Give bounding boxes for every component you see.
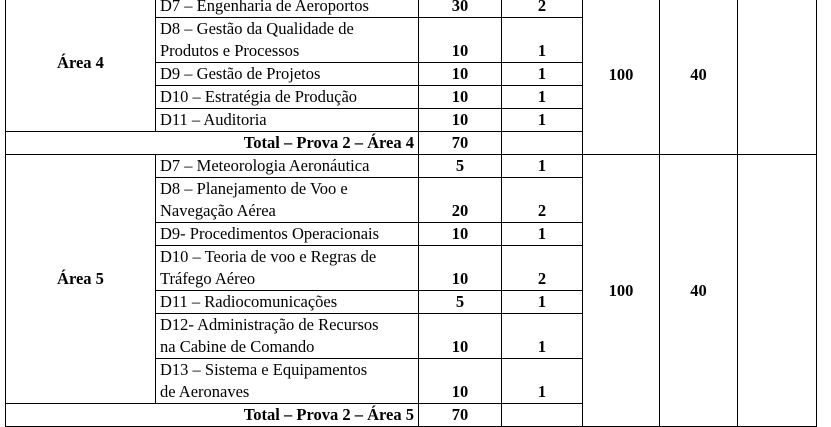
discipline-text: D9- Procedimentos Operacionais — [160, 224, 380, 243]
questions-cell: 1 — [502, 18, 583, 63]
weight-cell: 10 — [419, 246, 502, 291]
questions-cell: 1 — [502, 223, 583, 246]
questions-cell: 1 — [502, 155, 583, 178]
discipline-text: D8 – Gestão da Qualidade de — [160, 19, 354, 38]
discipline-text: D10 – Teoria de voo e Regras de — [160, 247, 377, 266]
weight-cell: 10 — [419, 109, 502, 132]
discipline-text: Tráfego Aéreo — [160, 269, 256, 288]
total-label: Total – Prova 2 – Área 4 — [6, 132, 419, 155]
discipline-text: D9 – Gestão de Projetos — [160, 64, 321, 83]
discipline-text: D13 – Sistema e Equipamentos — [160, 360, 368, 379]
area-score-cell: 100 — [583, 155, 660, 427]
empty-cell — [738, 155, 817, 427]
weight-cell: 5 — [419, 291, 502, 314]
discipline-cell — [156, 314, 419, 359]
discipline-text: D8 – Planejamento de Voo e — [160, 179, 348, 198]
total-empty-cell — [502, 132, 583, 155]
discipline-text: de Aeronaves — [160, 382, 250, 401]
discipline-text: D12- Administração de Recursos — [160, 315, 379, 334]
questions-cell: 1 — [502, 291, 583, 314]
questions-cell: 1 — [502, 109, 583, 132]
weight-cell: 5 — [419, 155, 502, 178]
discipline-text: D10 – Estratégia de Produção — [160, 87, 358, 106]
weight-cell: 10 — [419, 86, 502, 109]
discipline-cell — [156, 86, 419, 109]
questions-cell: 1 — [502, 314, 583, 359]
area-score-cell: 100 — [583, 0, 660, 155]
discipline-cell — [156, 18, 419, 63]
discipline-cell — [156, 223, 419, 246]
total-empty-cell — [502, 404, 583, 427]
discipline-text: D7 – Engenharia de Aeroportos — [160, 0, 369, 15]
discipline-cell — [156, 359, 419, 404]
questions-cell: 2 — [502, 0, 583, 18]
weight-cell: 10 — [419, 314, 502, 359]
discipline-text: D11 – Radiocomunicações — [160, 292, 338, 311]
discipline-text: D11 – Auditoria — [160, 110, 267, 129]
area-min-cell: 40 — [660, 155, 738, 427]
exam-distribution-table — [5, 0, 817, 427]
discipline-cell — [156, 291, 419, 314]
area-label: Área 4 — [6, 0, 156, 132]
total-value: 70 — [419, 132, 502, 155]
questions-cell: 1 — [502, 63, 583, 86]
discipline-cell — [156, 155, 419, 178]
discipline-text: Produtos e Processos — [160, 41, 300, 60]
discipline-cell — [156, 0, 419, 18]
discipline-cell — [156, 109, 419, 132]
table-row — [6, 0, 817, 18]
weight-cell: 20 — [419, 178, 502, 223]
total-label: Total – Prova 2 – Área 5 — [6, 404, 419, 427]
total-value: 70 — [419, 404, 502, 427]
questions-cell: 1 — [502, 359, 583, 404]
discipline-cell — [156, 246, 419, 291]
questions-cell: 2 — [502, 178, 583, 223]
empty-cell — [738, 0, 817, 155]
area-min-cell: 40 — [660, 0, 738, 155]
weight-cell: 10 — [419, 223, 502, 246]
questions-cell: 2 — [502, 246, 583, 291]
weight-cell: 30 — [419, 0, 502, 18]
area-label: Área 5 — [6, 155, 156, 404]
table-row — [6, 155, 817, 178]
discipline-cell — [156, 178, 419, 223]
discipline-text: Navegação Aérea — [160, 201, 276, 220]
questions-cell: 1 — [502, 86, 583, 109]
discipline-cell — [156, 63, 419, 86]
weight-cell: 10 — [419, 63, 502, 86]
weight-cell: 10 — [419, 18, 502, 63]
weight-cell: 10 — [419, 359, 502, 404]
discipline-text: D7 – Meteorologia Aeronáutica — [160, 156, 370, 175]
discipline-text: na Cabine de Comando — [160, 337, 315, 356]
